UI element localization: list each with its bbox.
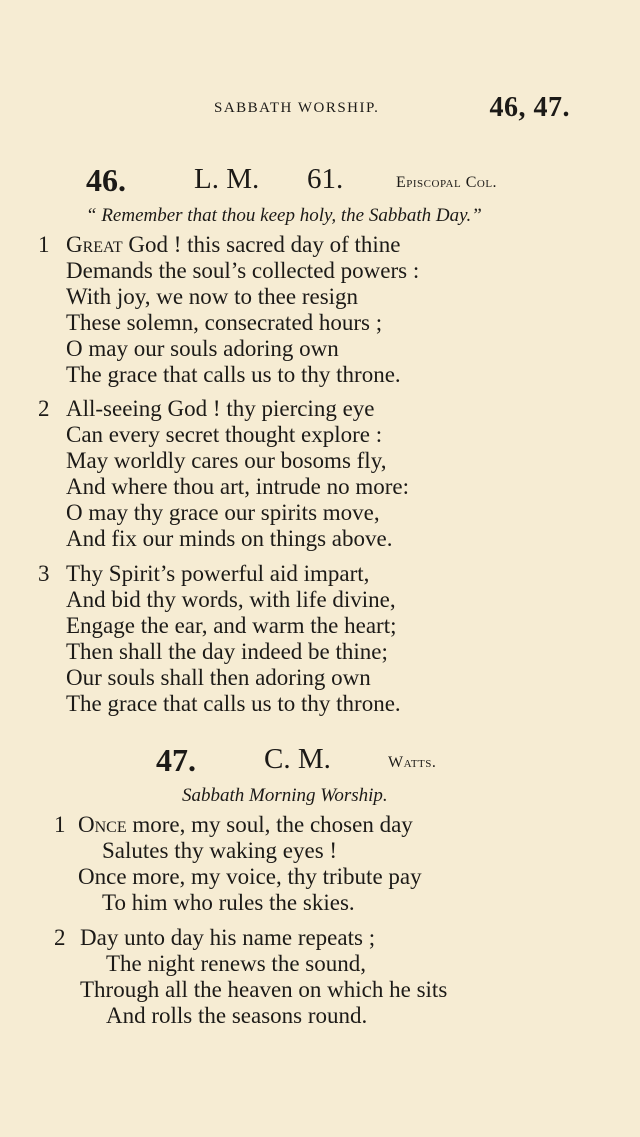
stanza-first-line-rest: All-seeing God ! thy piercing eye [66,396,375,421]
hymn-47-heading [0,742,640,782]
stanza-line: And fix our minds on things above. [66,526,393,551]
hymn-46-heading [0,162,640,202]
stanza-line: O may our souls adoring own [66,336,339,361]
stanza-first-line-rest: Thy Spirit’s powerful aid impart, [66,561,370,586]
stanza-line [66,561,369,587]
stanza-line: With joy, we now to thee resign [66,284,359,309]
hymn-meter: C. M. [264,743,331,775]
stanza-first-line-rest: Day unto day his name repeats ; [80,925,376,950]
stanza-line: Can every secret thought explore : [66,422,383,447]
stanza-number: 2 [54,925,66,950]
stanza-number: 2 [38,396,50,421]
stanza-line: Engage the ear, and warm the heart; [66,613,397,638]
hymn-meter: L. M. [194,163,260,195]
stanza-line: The grace that calls us to thy throne. [66,691,401,716]
stanza-line [78,812,413,838]
hymn-47-subtitle: Sabbath Morning Worship. [182,785,388,806]
stanza-number: 1 [54,812,66,837]
stanza-line: And bid thy words, with life divine, [66,587,396,612]
stanza-line: O may thy grace our spirits move, [66,500,380,525]
stanza-line [66,396,375,422]
stanza-first-word: Once [78,812,127,837]
stanza-line: Once more, my voice, thy tribute pay [78,864,422,889]
stanza-line [66,232,400,258]
stanza-line: And where thou art, intrude no more: [66,474,409,499]
stanza-line: The night renews the sound, [106,951,366,976]
stanza-line: Demands the soul’s collected powers : [66,258,420,283]
stanza-first-word: Great [66,232,123,257]
hymn-46-subtitle: “ Remember that thou keep holy, the Sabbath Day.” [86,205,482,226]
running-head-page-numbers: 46, 47. [489,92,570,123]
stanza-first-line-rest: more, my soul, the chosen day [126,812,413,837]
stanza-line: Through all the heaven on which he sits [80,977,448,1002]
stanza-number: 1 [38,232,50,257]
stanza-first-line-rest: God ! this sacred day of thine [122,232,401,257]
stanza-line: These solemn, consecrated hours ; [66,310,383,335]
stanza-number: 3 [38,561,50,586]
stanza-line: And rolls the seasons round. [106,1003,368,1028]
hymn-number: 46. [86,162,126,198]
stanza-line: May worldly cares our bosoms fly, [66,448,387,473]
tune-number: 61. [307,163,344,195]
running-head-title: SABBATH WORSHIP. [214,100,380,116]
stanza-line: Then shall the day indeed be thine; [66,639,388,664]
hymn-number: 47. [156,742,196,778]
hymn-author: Watts. [388,754,437,771]
stanza-line: Our souls shall then adoring own [66,665,371,690]
stanza-line: The grace that calls us to thy throne. [66,362,401,387]
running-head [0,92,640,126]
stanza-line: Salutes thy waking eyes ! [102,838,338,863]
hymn-author: Episcopal Col. [396,174,498,191]
stanza-line [80,925,375,951]
stanza-line: To him who rules the skies. [102,890,355,915]
